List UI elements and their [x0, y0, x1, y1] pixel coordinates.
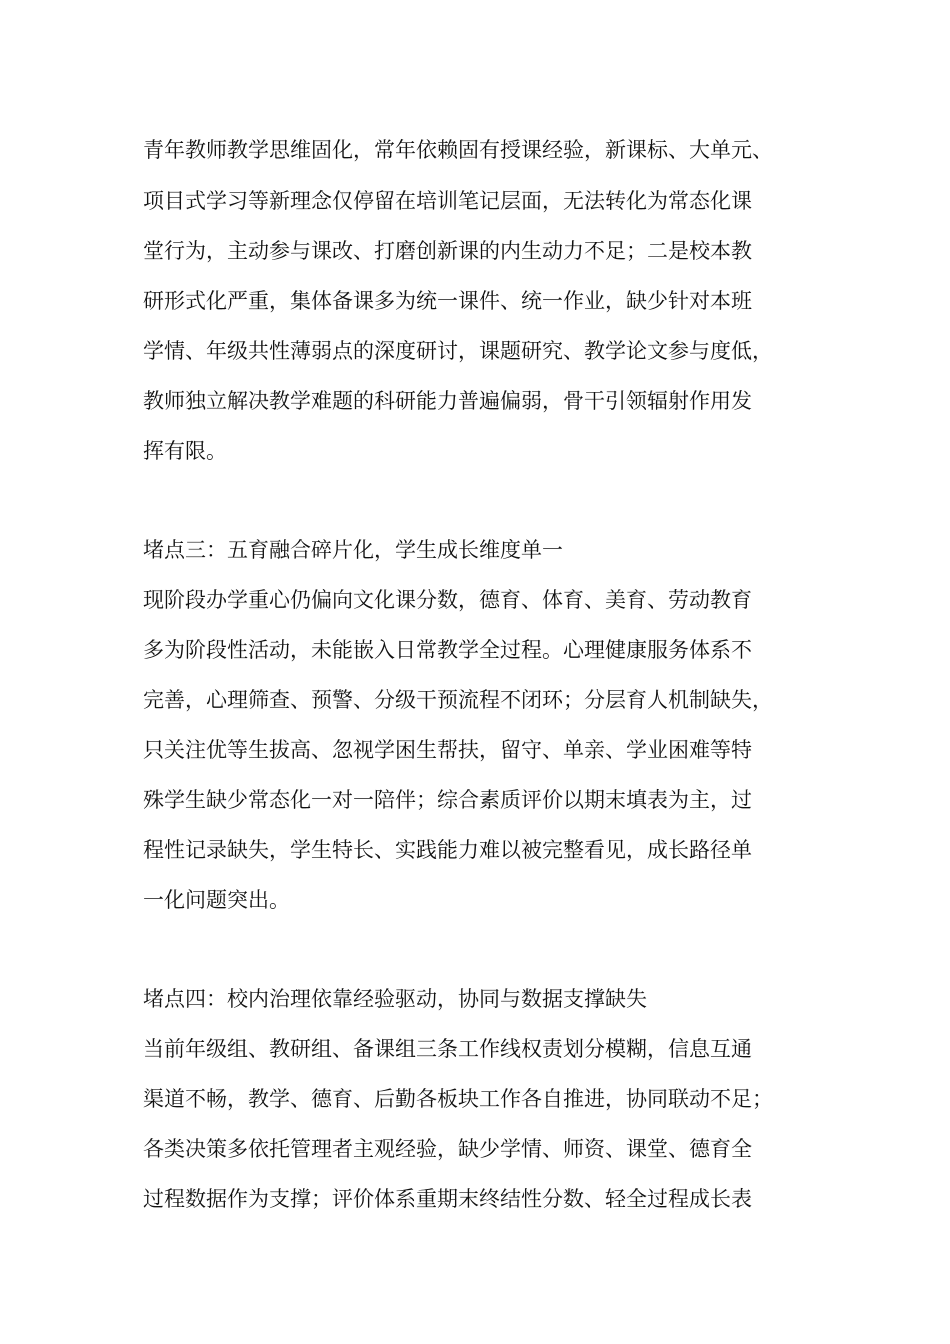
paragraph-line: 过程数据作为支撑；评价体系重期末终结性分数、轻全过程成长表 [143, 1187, 752, 1211]
paragraph-line: 各类决策多依托管理者主观经验，缺少学情、师资、课堂、德育全 [143, 1137, 752, 1161]
paragraph-line: 研形式化严重，集体备课多为统一课件、统一作业，缺少针对本班 [143, 289, 752, 313]
paragraph-line: 程性记录缺失，学生特长、实践能力难以被完整看见，成长路径单 [143, 838, 752, 862]
paragraph-line: 学情、年级共性薄弱点的深度研讨，课题研究、教学论文参与度低， [143, 339, 773, 363]
paragraph-line: 堂行为，主动参与课改、打磨创新课的内生动力不足；二是校本教 [143, 239, 752, 263]
paragraph-line: 只关注优等生拔高、忽视学困生帮扶，留守、单亲、学业困难等特 [143, 738, 752, 762]
paragraph-line: 殊学生缺少常态化一对一陪伴；综合素质评价以期末填表为主，过 [143, 788, 752, 812]
paragraph-line: 项目式学习等新理念仅停留在培训笔记层面，无法转化为常态化课 [143, 189, 752, 213]
paragraph-line: 当前年级组、教研组、备课组三条工作线权责划分模糊，信息互通 [143, 1037, 752, 1061]
paragraph-line: 一化问题突出。 [143, 888, 290, 912]
section-heading: 堵点三：五育融合碎片化，学生成长维度单一 [143, 538, 563, 562]
paragraph-line: 教师独立解决教学难题的科研能力普遍偏弱，骨干引领辐射作用发 [143, 389, 752, 413]
paragraph-line: 挥有限。 [143, 439, 227, 463]
paragraph-line: 完善，心理筛查、预警、分级干预流程不闭环；分层育人机制缺失， [143, 688, 773, 712]
paragraph-line: 渠道不畅，教学、德育、后勤各板块工作各自推进，协同联动不足； [143, 1087, 773, 1111]
paragraph-line: 青年教师教学思维固化，常年依赖固有授课经验，新课标、大单元、 [143, 138, 773, 162]
paragraph-line: 现阶段办学重心仍偏向文化课分数，德育、体育、美育、劳动教育 [143, 588, 752, 612]
section-heading: 堵点四：校内治理依靠经验驱动，协同与数据支撑缺失 [143, 987, 647, 1011]
paragraph-line: 多为阶段性活动，未能嵌入日常教学全过程。心理健康服务体系不 [143, 638, 752, 662]
